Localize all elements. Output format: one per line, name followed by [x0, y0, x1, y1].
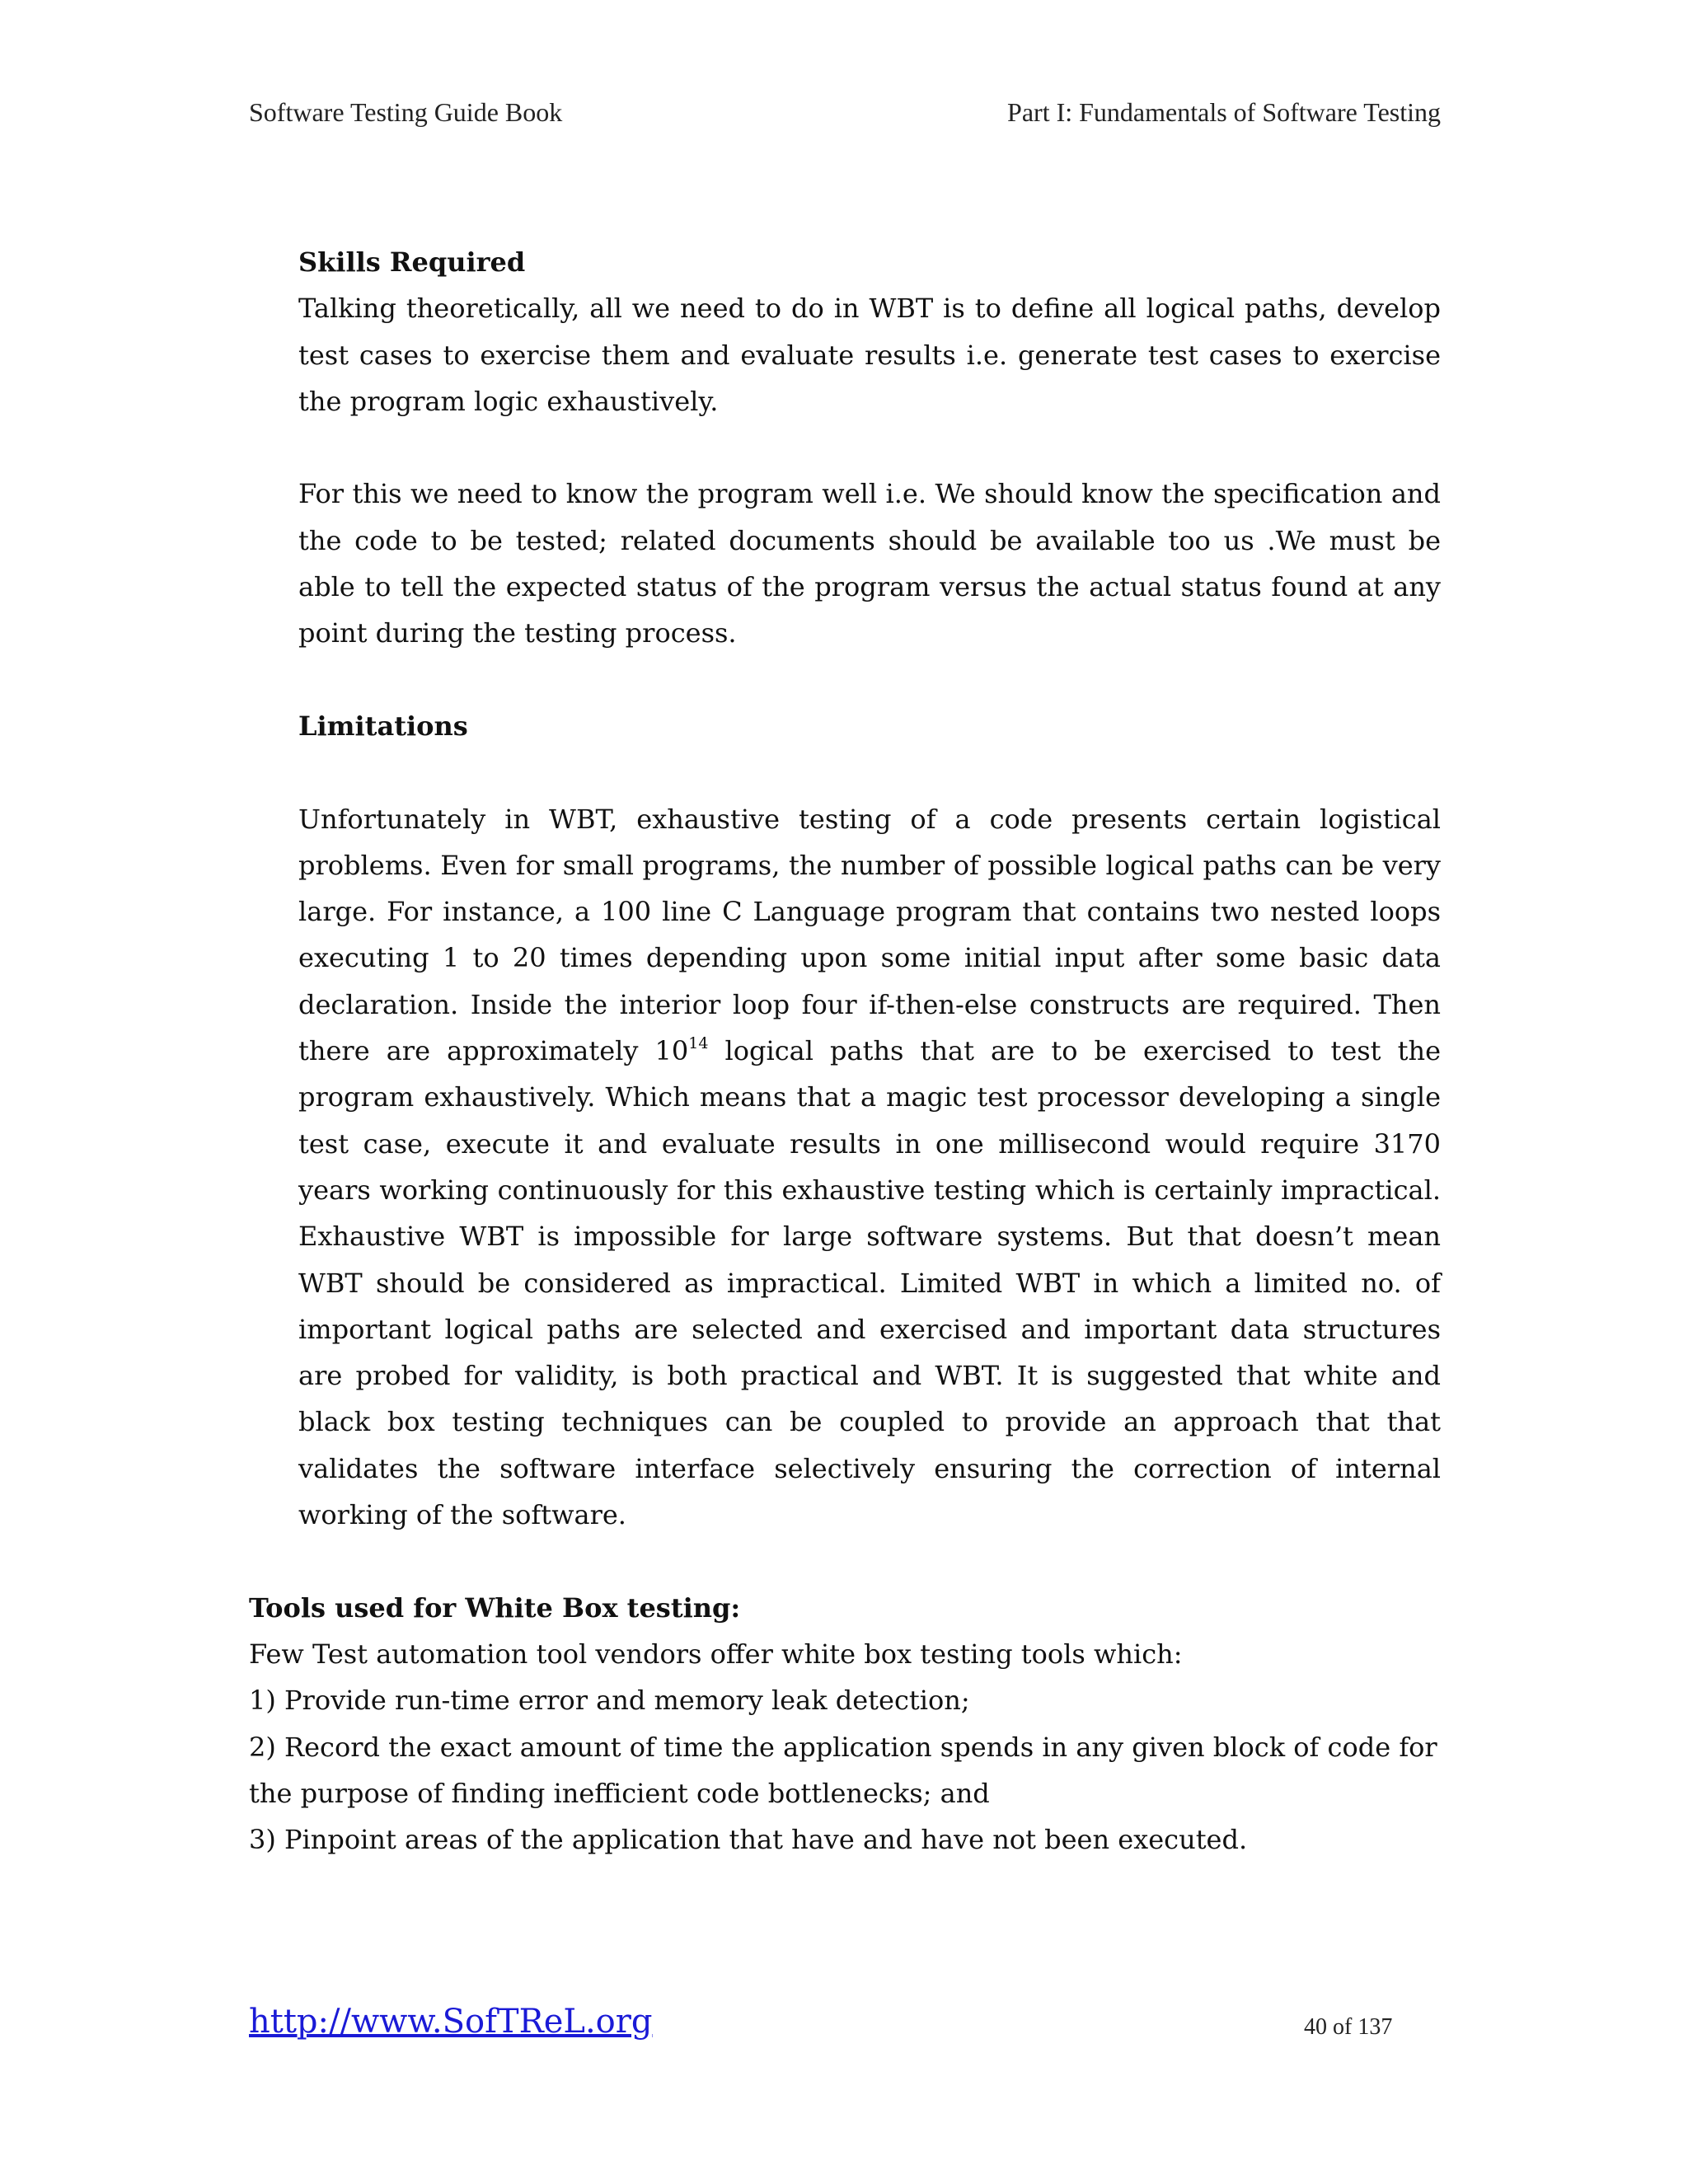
tools-item-3: 3) Pinpoint areas of the application that have and have not been executed.	[249, 1824, 1248, 1856]
part-title: Part I: Fundamentals of Software Testing	[1007, 97, 1441, 127]
website-link[interactable]: http://www.SofTReL.org	[249, 2003, 653, 2041]
limitations-heading: Limitations	[298, 710, 468, 742]
tools-item-1: 1) Provide run-time error and memory leak detection;	[249, 1685, 970, 1717]
page-header	[249, 97, 1441, 130]
power-exponent: 14	[688, 1034, 709, 1053]
tools-item-2: 2) Record the exact amount of time the application spends in any given block of code for the purpose of finding inefficient code bottlenecks; and	[249, 1731, 1437, 1809]
power-base: 10	[654, 1035, 689, 1067]
skills-heading: Skills Required	[298, 246, 526, 278]
tools-section	[249, 1585, 1441, 1863]
tools-intro: Few Test automation tool vendors offer white box testing tools which:	[249, 1638, 1183, 1670]
limitations-section	[298, 703, 1441, 1585]
page-footer	[249, 2003, 1441, 2052]
page-number: 40 of 137	[1304, 2014, 1393, 2040]
page-content	[249, 239, 1441, 1863]
limitations-text-part-2: logical paths that are to be exercised to test the program exhaustively. Which means that a magic test processor developing a single test case, execute it and evaluate results in one millisecond would require 3170 years working continuously for this exhaustive testing which is certainly impractical. Exhaustive WBT is impossible for large software systems. But that doesn’t mean WBT should be considered as impractical. Limited WBT in which a limited no. of important logical paths are selected and exercised and important data structures are probed for validity, is both practical and WBT. It is suggested that white and black box testing techniques can be coupled to provide an approach that that validates the software interface selectively ensuring the correction of internal working of the software.	[298, 1035, 1442, 1531]
skills-paragraph-2: For this we need to know the program well i.e. We should know the specification and the code to be tested; related documents should be available too us .We must be able to tell the expected status of the program versus the actual status found at any point during the testing process.	[298, 478, 1441, 649]
book-title: Software Testing Guide Book	[249, 97, 563, 127]
skills-section	[298, 239, 1441, 703]
limitations-text-part-1: Unfortunately in WBT, exhaustive testing of a code presents certain logistical problems. Even for small programs, the number of possible logical paths can be very large. For instance, a 100 line C Language program that contains two nested loops executing 1 to 20 times depending upon some initial input after some basic data declaration. Inside the interior loop four if-then-else constructs are required. Then there are approximately	[298, 803, 1441, 1067]
tools-heading: Tools used for White Box testing:	[249, 1591, 741, 1624]
limitations-paragraph	[298, 796, 1441, 1539]
skills-paragraph-1: Talking theoretically, all we need to do in WBT is to define all logical paths, develop test cases to exercise them and evaluate results i.e. generate test cases to exercise the program logic exhaustively.	[298, 293, 1441, 417]
